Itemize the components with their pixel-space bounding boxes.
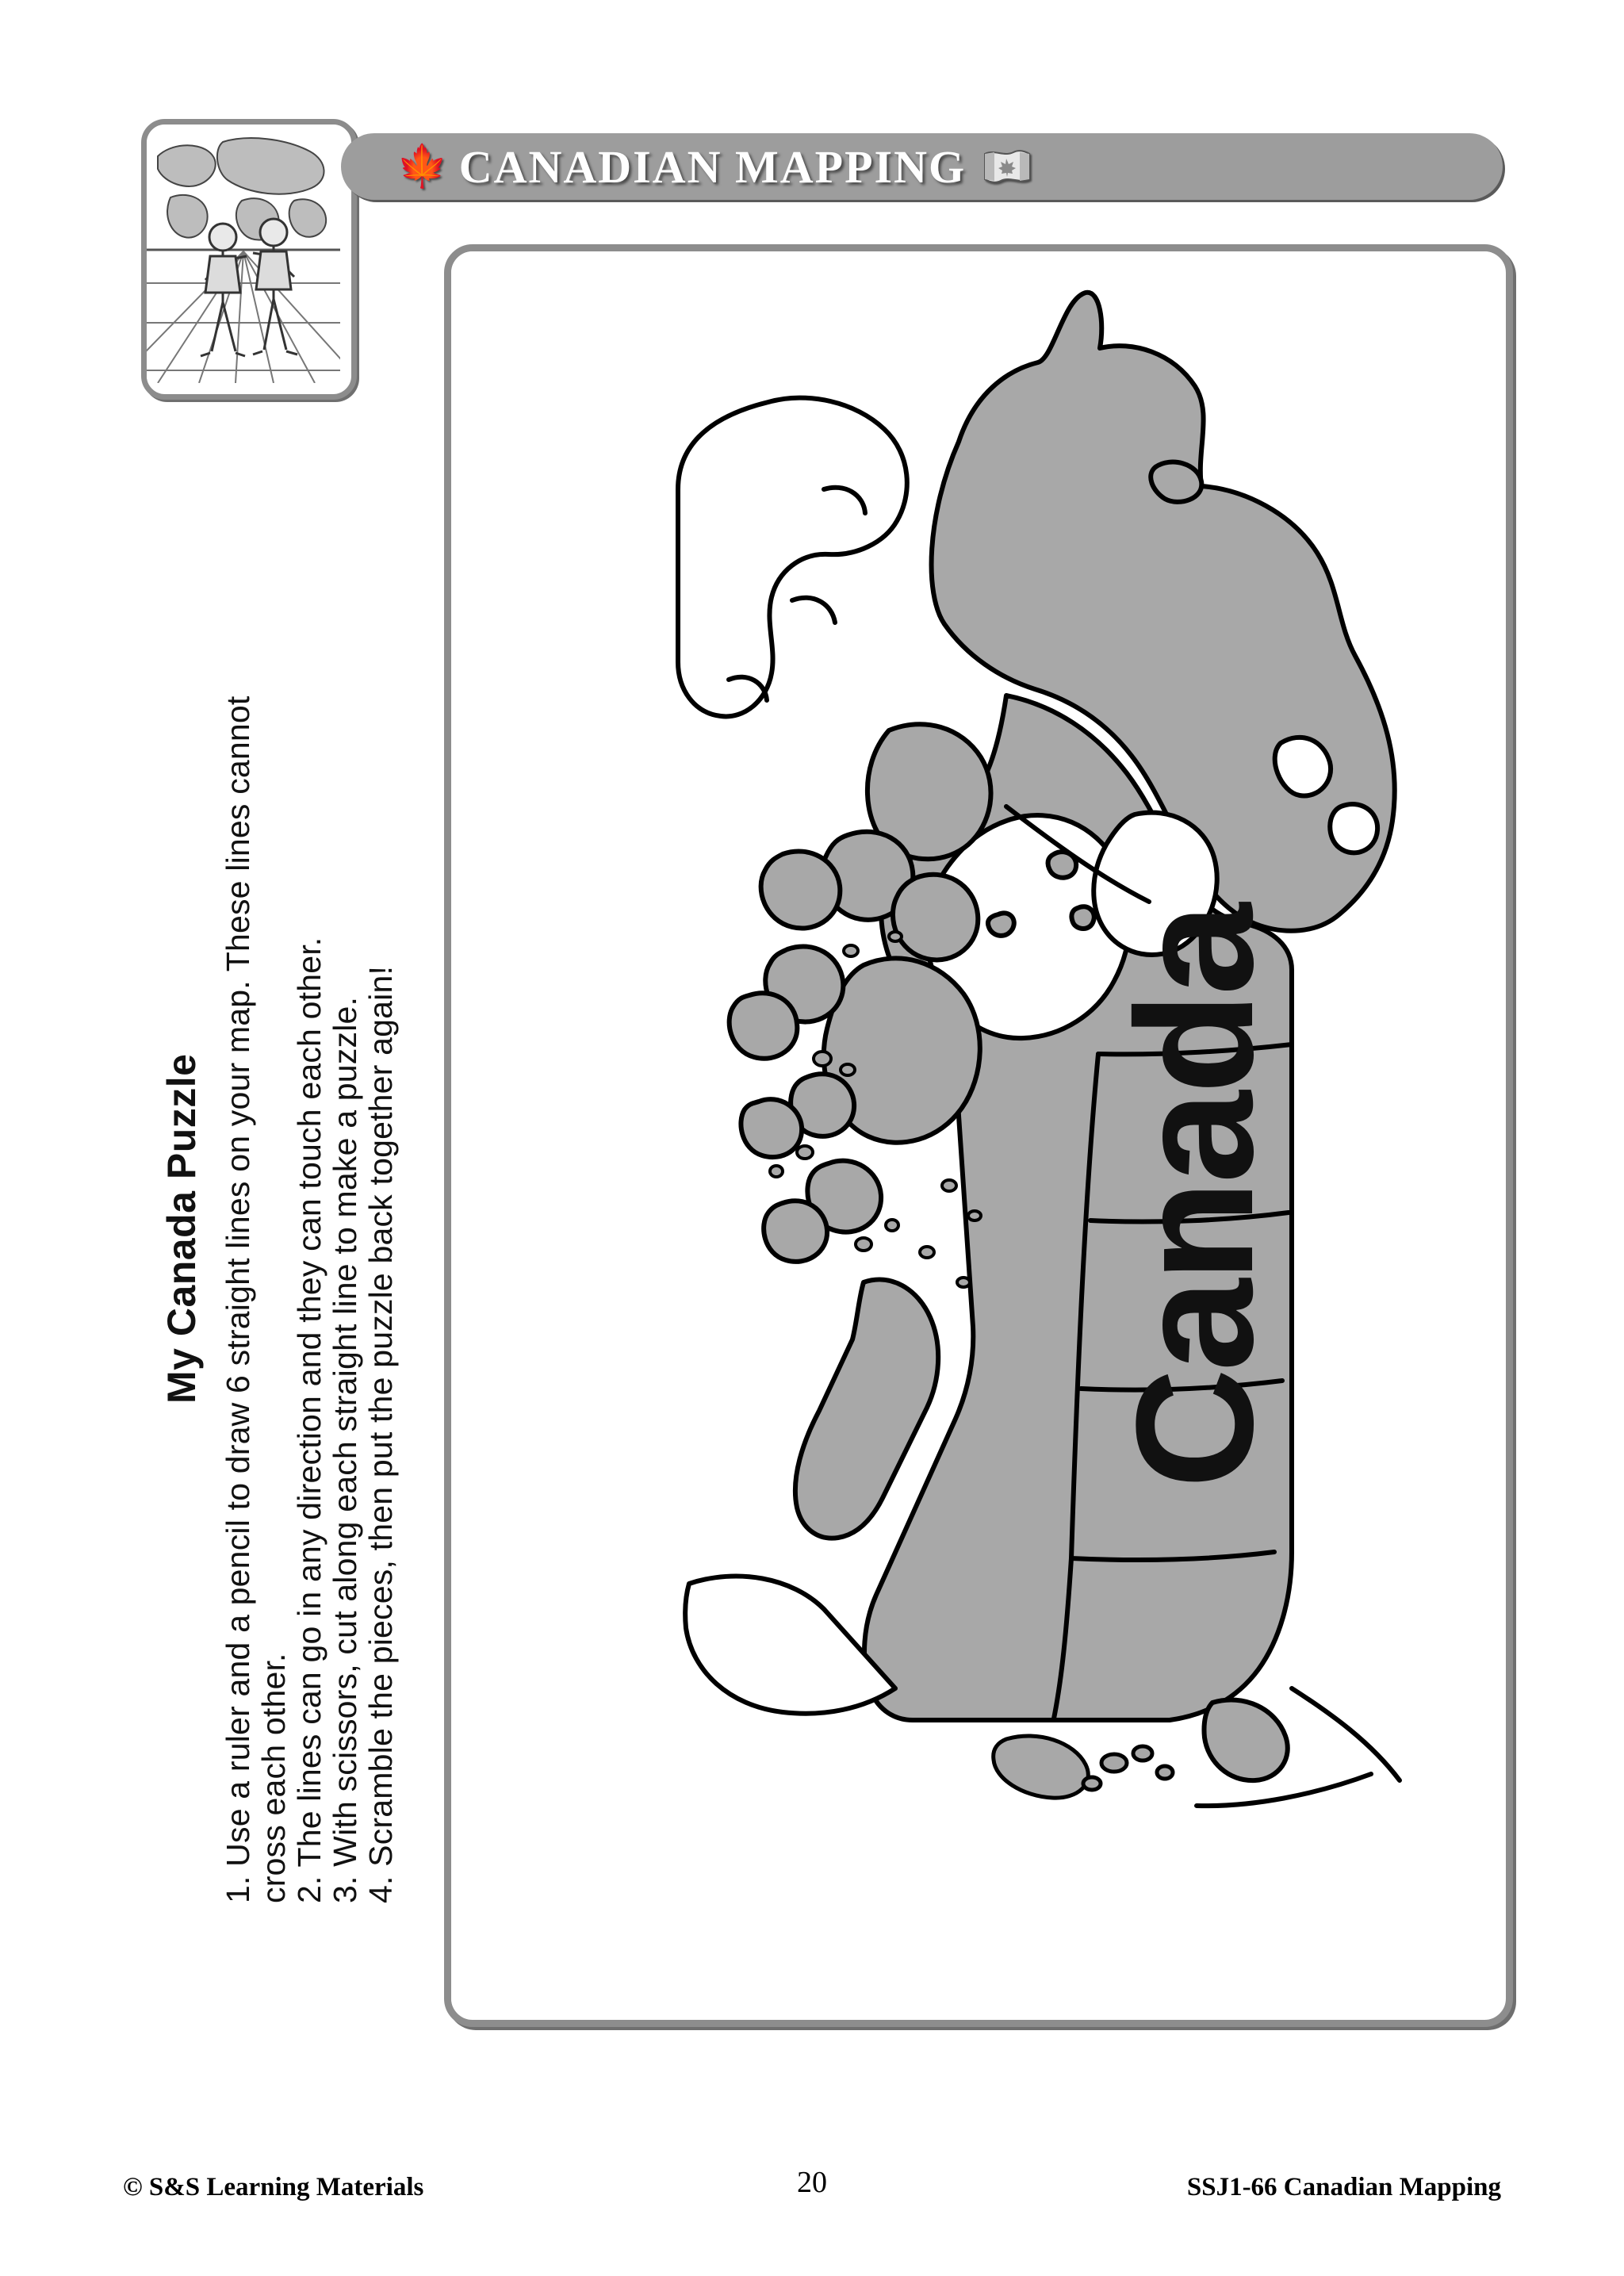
canada-map — [451, 251, 1492, 2006]
maple-leaf-icon: 🍁 — [396, 144, 448, 190]
instruction-line-3: 3. With scissors, cut along each straight line to make a puzzle. — [327, 996, 363, 1903]
footer-product-code: SSJ1-66 Canadian Mapping — [1186, 2173, 1501, 2201]
worksheet-title: My Canada Puzzle — [159, 1053, 204, 1404]
instruction-line-2: 2. The lines can go in any direction and they can touch each other. — [291, 937, 327, 1903]
canadian-flag-icon — [983, 149, 1031, 184]
instructions-column — [0, 0, 444, 1903]
page-header-banner — [341, 133, 1503, 200]
page-footer — [0, 2166, 1624, 2220]
footer-copyright: © S&S Learning Materials — [123, 2173, 424, 2201]
canada-map-panel — [444, 244, 1513, 2027]
page-title: CANADIAN MAPPING — [458, 140, 967, 193]
instruction-line-1-cont: cross each other. — [255, 1653, 292, 1903]
footer-page-number: 20 — [797, 2166, 827, 2199]
map-country-label: Canada — [1101, 906, 1288, 1489]
instruction-line-1: 1. Use a ruler and a pencil to draw 6 straight lines on your map. These lines cannot — [220, 695, 256, 1903]
instruction-line-4: 4. Scramble the pieces, then put the puzzle back together again! — [362, 965, 399, 1903]
